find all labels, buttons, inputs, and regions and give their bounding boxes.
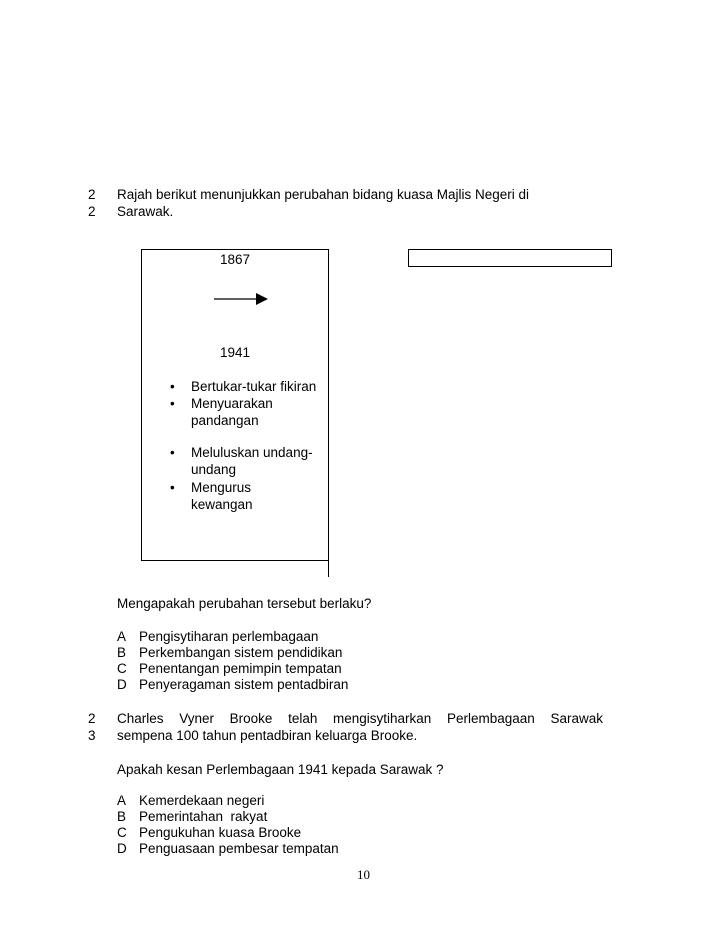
diagram-year-start: 1867 <box>220 252 251 267</box>
question-23-number-digit-2: 3 <box>88 728 96 743</box>
diagram-bullet-4-text-line-2: kewangan <box>191 497 253 512</box>
right-arrow-icon <box>212 290 272 308</box>
bullet-icon: • <box>170 480 175 495</box>
diagram-bullet-4-text-line-1: Mengurus <box>191 480 252 495</box>
diagram-box-left-border <box>141 249 142 561</box>
diagram-right-box-bottom-border <box>408 266 612 267</box>
question-23-stem-line-1: Charles Vyner Brooke telah mengisytiharkan Perlembagaan Sarawak <box>117 711 603 726</box>
page-number: 10 <box>357 867 370 882</box>
question-22-prompt: Mengapakah perubahan tersebut berlaku? <box>117 596 372 611</box>
diagram-right-box-top-border <box>408 249 612 250</box>
bullet-icon: • <box>170 379 175 394</box>
option-text: Penentangan pemimpin tempatan <box>139 661 342 676</box>
option-letter: A <box>117 629 127 644</box>
option-text: Penyeragaman sistem pentadbiran <box>139 677 349 692</box>
question-22-stem-line-1: Rajah berikut menunjukkan perubahan bidang kuasa Majlis Negeri di <box>117 187 530 202</box>
option-letter: C <box>117 825 127 840</box>
question-22-stem-line-2: Sarawak. <box>117 204 174 219</box>
question-22-number-digit-2: 2 <box>88 204 96 219</box>
option-letter: A <box>117 793 127 808</box>
option-letter: B <box>117 809 127 824</box>
option-text: Penguasaan pembesar tempatan <box>139 841 339 856</box>
question-22-number-digit-1: 2 <box>88 187 96 202</box>
diagram-box-top-border <box>141 249 329 250</box>
option-text: Pengukuhan kuasa Brooke <box>139 825 302 840</box>
option-text: Perkembangan sistem pendidikan <box>139 645 343 660</box>
diagram-bullet-3-text-line-1: Meluluskan undang- <box>191 445 313 460</box>
diagram-divider-line <box>328 249 329 577</box>
diagram-bullet-2-text-line-1: Menyuarakan <box>191 396 273 411</box>
diagram-bullet-1-text: Bertukar-tukar fikiran <box>191 379 317 394</box>
option-letter: C <box>117 661 127 676</box>
diagram-bullet-2-text-line-2: pandangan <box>191 413 259 428</box>
diagram-box-bottom-border <box>141 560 329 561</box>
question-23-prompt: Apakah kesan Perlembagaan 1941 kepada Sarawak ? <box>117 762 444 777</box>
option-letter: D <box>117 841 127 856</box>
option-text: Pengisytiharan perlembagaan <box>139 629 319 644</box>
diagram-right-box-left-border <box>408 249 409 267</box>
question-23-number-digit-1: 2 <box>88 711 96 726</box>
bullet-icon: • <box>170 445 175 460</box>
diagram-bullet-3-text-line-2: undang <box>191 462 237 477</box>
question-23-stem-line-2: sempena 100 tahun pentadbiran keluarga Brooke. <box>117 728 418 743</box>
bullet-icon: • <box>170 396 175 411</box>
option-text: Pemerintahan rakyat <box>139 809 268 824</box>
diagram-year-end: 1941 <box>220 345 251 360</box>
option-text: Kemerdekaan negeri <box>139 793 265 808</box>
option-letter: B <box>117 645 127 660</box>
option-letter: D <box>117 677 127 692</box>
diagram-right-box-right-border <box>611 249 612 267</box>
